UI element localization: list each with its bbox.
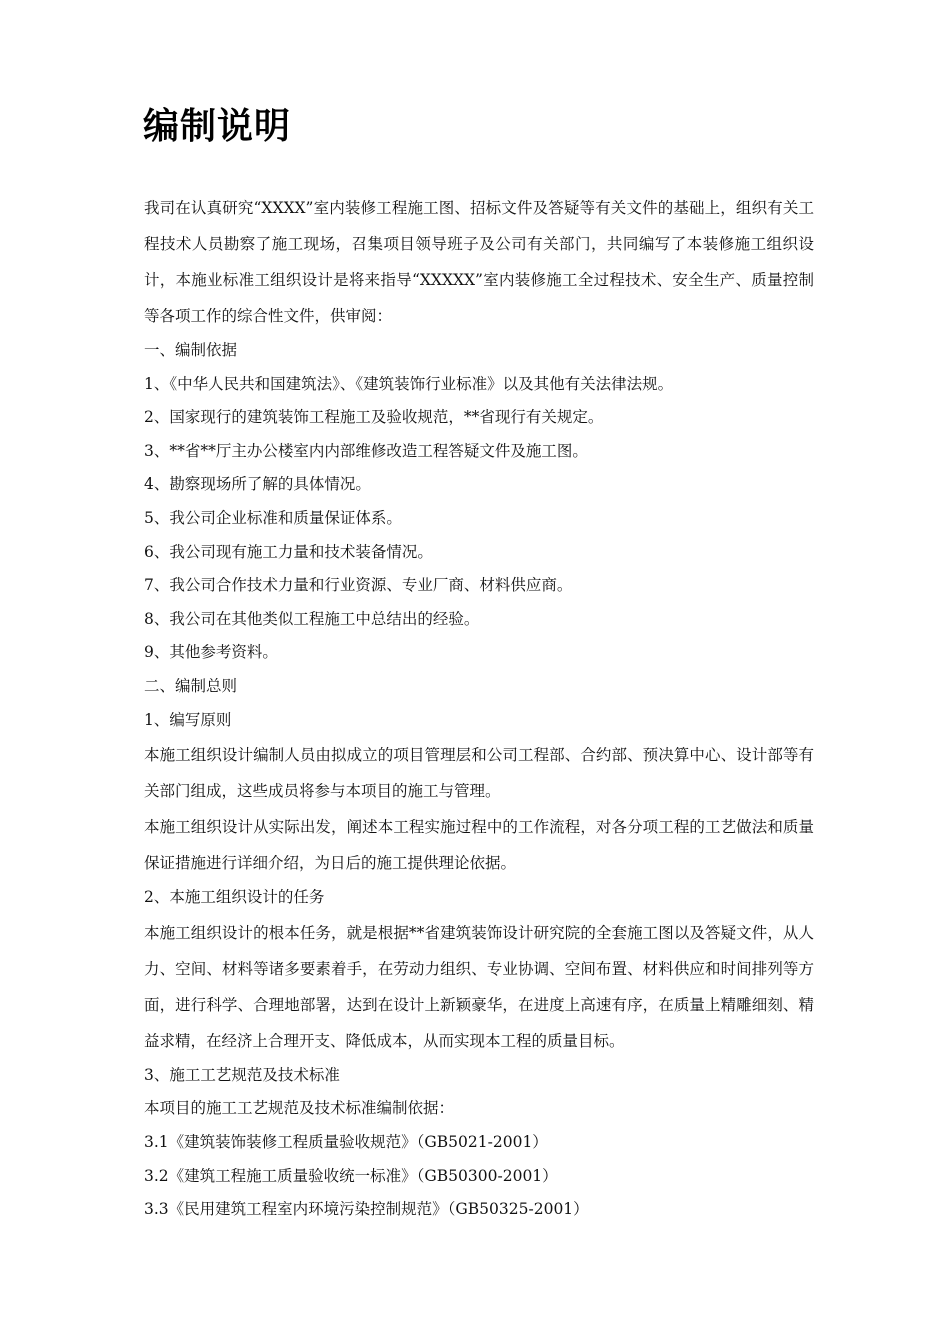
standard-item: 3.3《民用建筑工程室内环境污染控制规范》（GB50325-2001） [144,1200,589,1219]
basis-item: 4、勘察现场所了解的具体情况。 [144,475,371,494]
standards-intro: 本项目的施工工艺规范及技术标准编制依据： [144,1099,455,1118]
basis-item: 9、其他参考资料。 [144,643,278,662]
basis-item: 7、我公司合作技术力量和行业资源、专业厂商、材料供应商。 [144,576,573,595]
subsection-heading: 1、编写原则 [144,710,232,729]
subsection-heading: 2、本施工组织设计的任务 [144,888,325,907]
page-title: 编制说明 [143,106,292,147]
basis-item: 3、**省**厅主办公楼室内内部维修改造工程答疑文件及施工图。 [144,441,588,460]
task-paragraph: 本施工组织设计的根本任务，就是根据**省建筑装饰设计研究院的全套施工图以及答疑文件，从人力、空间、材料等诸多要素着手，在劳动力组织、专业协调、空间布置、材料供应和时间排列等方面，进行科学、合理地部署，达到在设计上新颖豪华，在进度上高速有序，在质量上精雕细刻、精益求精，在经济上合理开支、降低成本，从而实现本工程的质量目标。 [144,923,814,1050]
subsection-heading: 3、施工工艺规范及技术标准 [144,1065,340,1084]
principle-paragraph: 本施工组织设计编制人员由拟成立的项目管理层和公司工程部、合约部、预决算中心、设计部等有关部门组成，这些成员将参与本项目的施工与管理。 [144,746,814,801]
standard-item: 3.2《建筑工程施工质量验收统一标准》（GB50300-2001） [144,1166,558,1185]
basis-item: 8、我公司在其他类似工程施工中总结出的经验。 [144,609,480,628]
standard-item: 3.1《建筑装饰装修工程质量验收规范》（GB5021-2001） [144,1132,548,1151]
basis-item: 5、我公司企业标准和质量保证体系。 [144,508,402,527]
principle-paragraph: 本施工组织设计从实际出发，阐述本工程实施过程中的工作流程，对各分项工程的工艺做法和质量保证措施进行详细介绍，为日后的施工提供理论依据。 [144,818,814,873]
document-body [144,190,814,1227]
intro-paragraph: 我司在认真研究“XXXX”室内装修工程施工图、招标文件及答疑等有关文件的基础上，组织有关工程技术人员勘察了施工现场，召集项目领导班子及公司有关部门，共同编写了本装修施工组织设计，本施业标准工组织设计是将来指导“XXXXX”室内装修施工全过程技术、安全生产、质量控制等各项工作的综合性文件，供审阅： [144,199,814,325]
basis-item: 2、国家现行的建筑装饰工程施工及验收规范，**省现行有关规定。 [144,408,604,427]
basis-item: 1、《中华人民共和国建筑法》、《建筑装饰行业标准》以及其他有关法律法规。 [144,374,674,393]
section-heading: 二、编制总则 [144,676,238,695]
section-heading: 一、编制依据 [144,341,238,359]
basis-item: 6、我公司现有施工力量和技术装备情况。 [144,542,433,561]
